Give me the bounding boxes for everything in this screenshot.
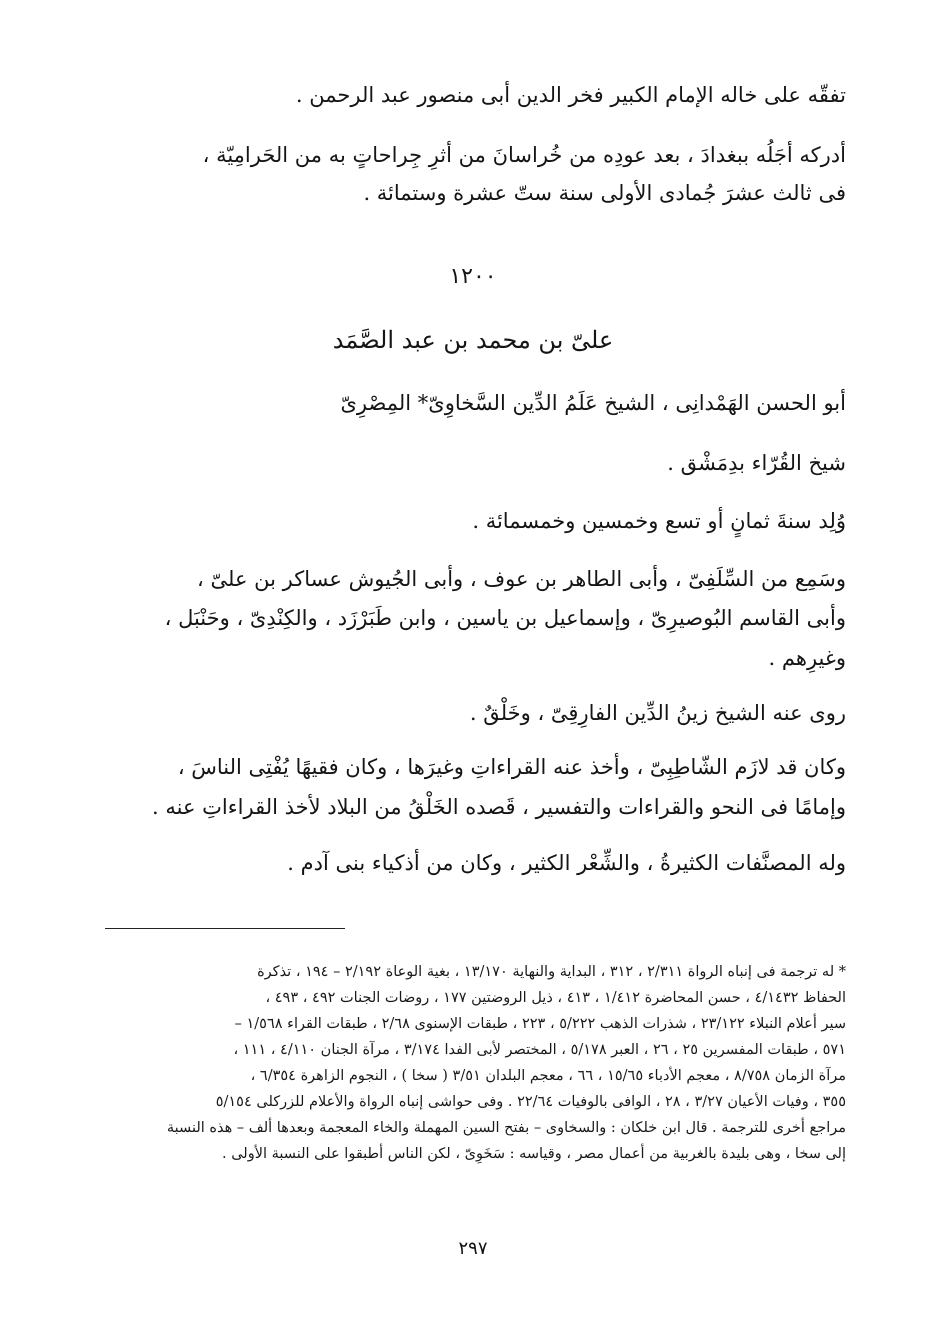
footnote-rule (105, 928, 345, 929)
body-line: وغيرِهم . (768, 646, 846, 670)
body-line: وله المصنَّفات الكثيرةُ ، والشِّعْر الكثير ، وكان من أذكياء بنى آدم . (287, 851, 846, 875)
page-number: ٢٩٧ (458, 1238, 488, 1259)
body-line: وكان قد لازَم الشّاطِبِىّ ، وأخذ عنه القراءاتِ وغيرَها ، وكان فقيهًا يُفْتِى الناسَ ، (177, 755, 846, 779)
entry-number: ١٢٠٠ (449, 264, 497, 289)
body-line: وسَمِع من السِّلَفِىّ ، وأبى الطاهر بن عوف ، وأبى الجُيوش عساكر بن علىّ ، (197, 567, 846, 591)
body-line: وإمامًا فى النحو والقراءات والتفسير ، قَصده الخَلْقُ من البلاد لأخذ القراءاتِ عنه . (152, 795, 846, 819)
entry-heading: علىّ بن محمد بن عبد الصَّمَد (332, 326, 614, 354)
footnote-line: ٣٥٥ ، وفيات الأعيان ٣/٢٧ ، ٢٨ ، الوافى بالوفيات ٢٢/٦٤ . وفى حواشى إنباه الرواة والأعلام للزركلى ٥/١٥٤ (215, 1094, 846, 1110)
footnote-line: مراجع أخرى للترجمة . قال ابن خلكان : والسخاوى – بفتح السين المهملة والخاء المعجمة وبعدها ألف – هذه النسبة (166, 1120, 846, 1136)
footnote-line: مرآة الزمان ٨/٧٥٨ ، معجم الأدباء ١٥/٦٥ ، ٦٦ ، معجم البلدان ٣/٥١ ( سخا ) ، النجوم الزاهرة ٦/٣٥٤ ، (250, 1068, 846, 1084)
footnote-line: ٥٧١ ، طبقات المفسرين ٢٥ ، ٢٦ ، العبر ٥/١٧٨ ، المختصر لأبى الفدا ٣/١٧٤ ، مرآة الجنان ٤/١١٠ ، ١١١ ، (233, 1042, 846, 1058)
body-line: وأبى القاسم البُوصيرِىّ ، وإسماعيل بن ياسين ، وابن طَبَرْزَد ، والكِنْدِىّ ، وحَنْبَل ، (164, 606, 846, 630)
footnote-line: إلى سخا ، وهى بليدة بالغربية من أعمال مصر ، وقياسه : سَخَوِىّ ، لكن الناس أطبقوا على النسبة الأولى . (222, 1146, 846, 1162)
body-line: روى عنه الشيخ زينُ الدِّين الفارِقِىّ ، وخَلْقٌ . (469, 701, 846, 725)
body-line: شيخ القُرّاء بدِمَشْق . (667, 451, 846, 475)
footnote-line: * له ترجمة فى إنباه الرواة ٢/٣١١ ، ٣١٢ ، البداية والنهاية ١٣/١٧٠ ، بغية الوعاة ٢/١٩٢ – ١٩٤ ، تذكرة (257, 964, 846, 980)
body-line: أدركه أجَلُه ببغدادَ ، بعد عودِه من خُراسانَ من أثرِ جِراحاتٍ به من الحَرامِيّة ، (202, 143, 846, 167)
body-line: تفقّه على خاله الإمام الكبير فخر الدين أبى منصور عبد الرحمن . (295, 83, 846, 107)
body-line: أبو الحسن الهَمْدانِى ، الشيخ عَلَمُ الدِّين السَّخاوِىّ* المِصْرِىّ (340, 391, 846, 415)
body-line: فى ثالث عشرَ جُمادى الأولى سنة ستّ عشرة وستمائة . (363, 181, 846, 205)
footnote-line: سير أعلام النبلاء ٢٣/١٢٢ ، شذرات الذهب ٥/٢٢٢ ، ٢٢٣ ، طبقات الإسنوى ٢/٦٨ ، طبقات القراء ١/٥٦٨ – (234, 1016, 846, 1032)
footnote-line: الحفاظ ٤/١٤٣٢ ، حسن المحاضرة ١/٤١٢ ، ٤١٣ ، ذيل الروضتين ١٧٧ ، روضات الجنات ٤٩٢ ، ٤٩٣ ، (265, 990, 846, 1006)
body-line: وُلِد سنةَ ثمانٍ أو تسع وخمسين وخمسمائة . (472, 509, 846, 533)
